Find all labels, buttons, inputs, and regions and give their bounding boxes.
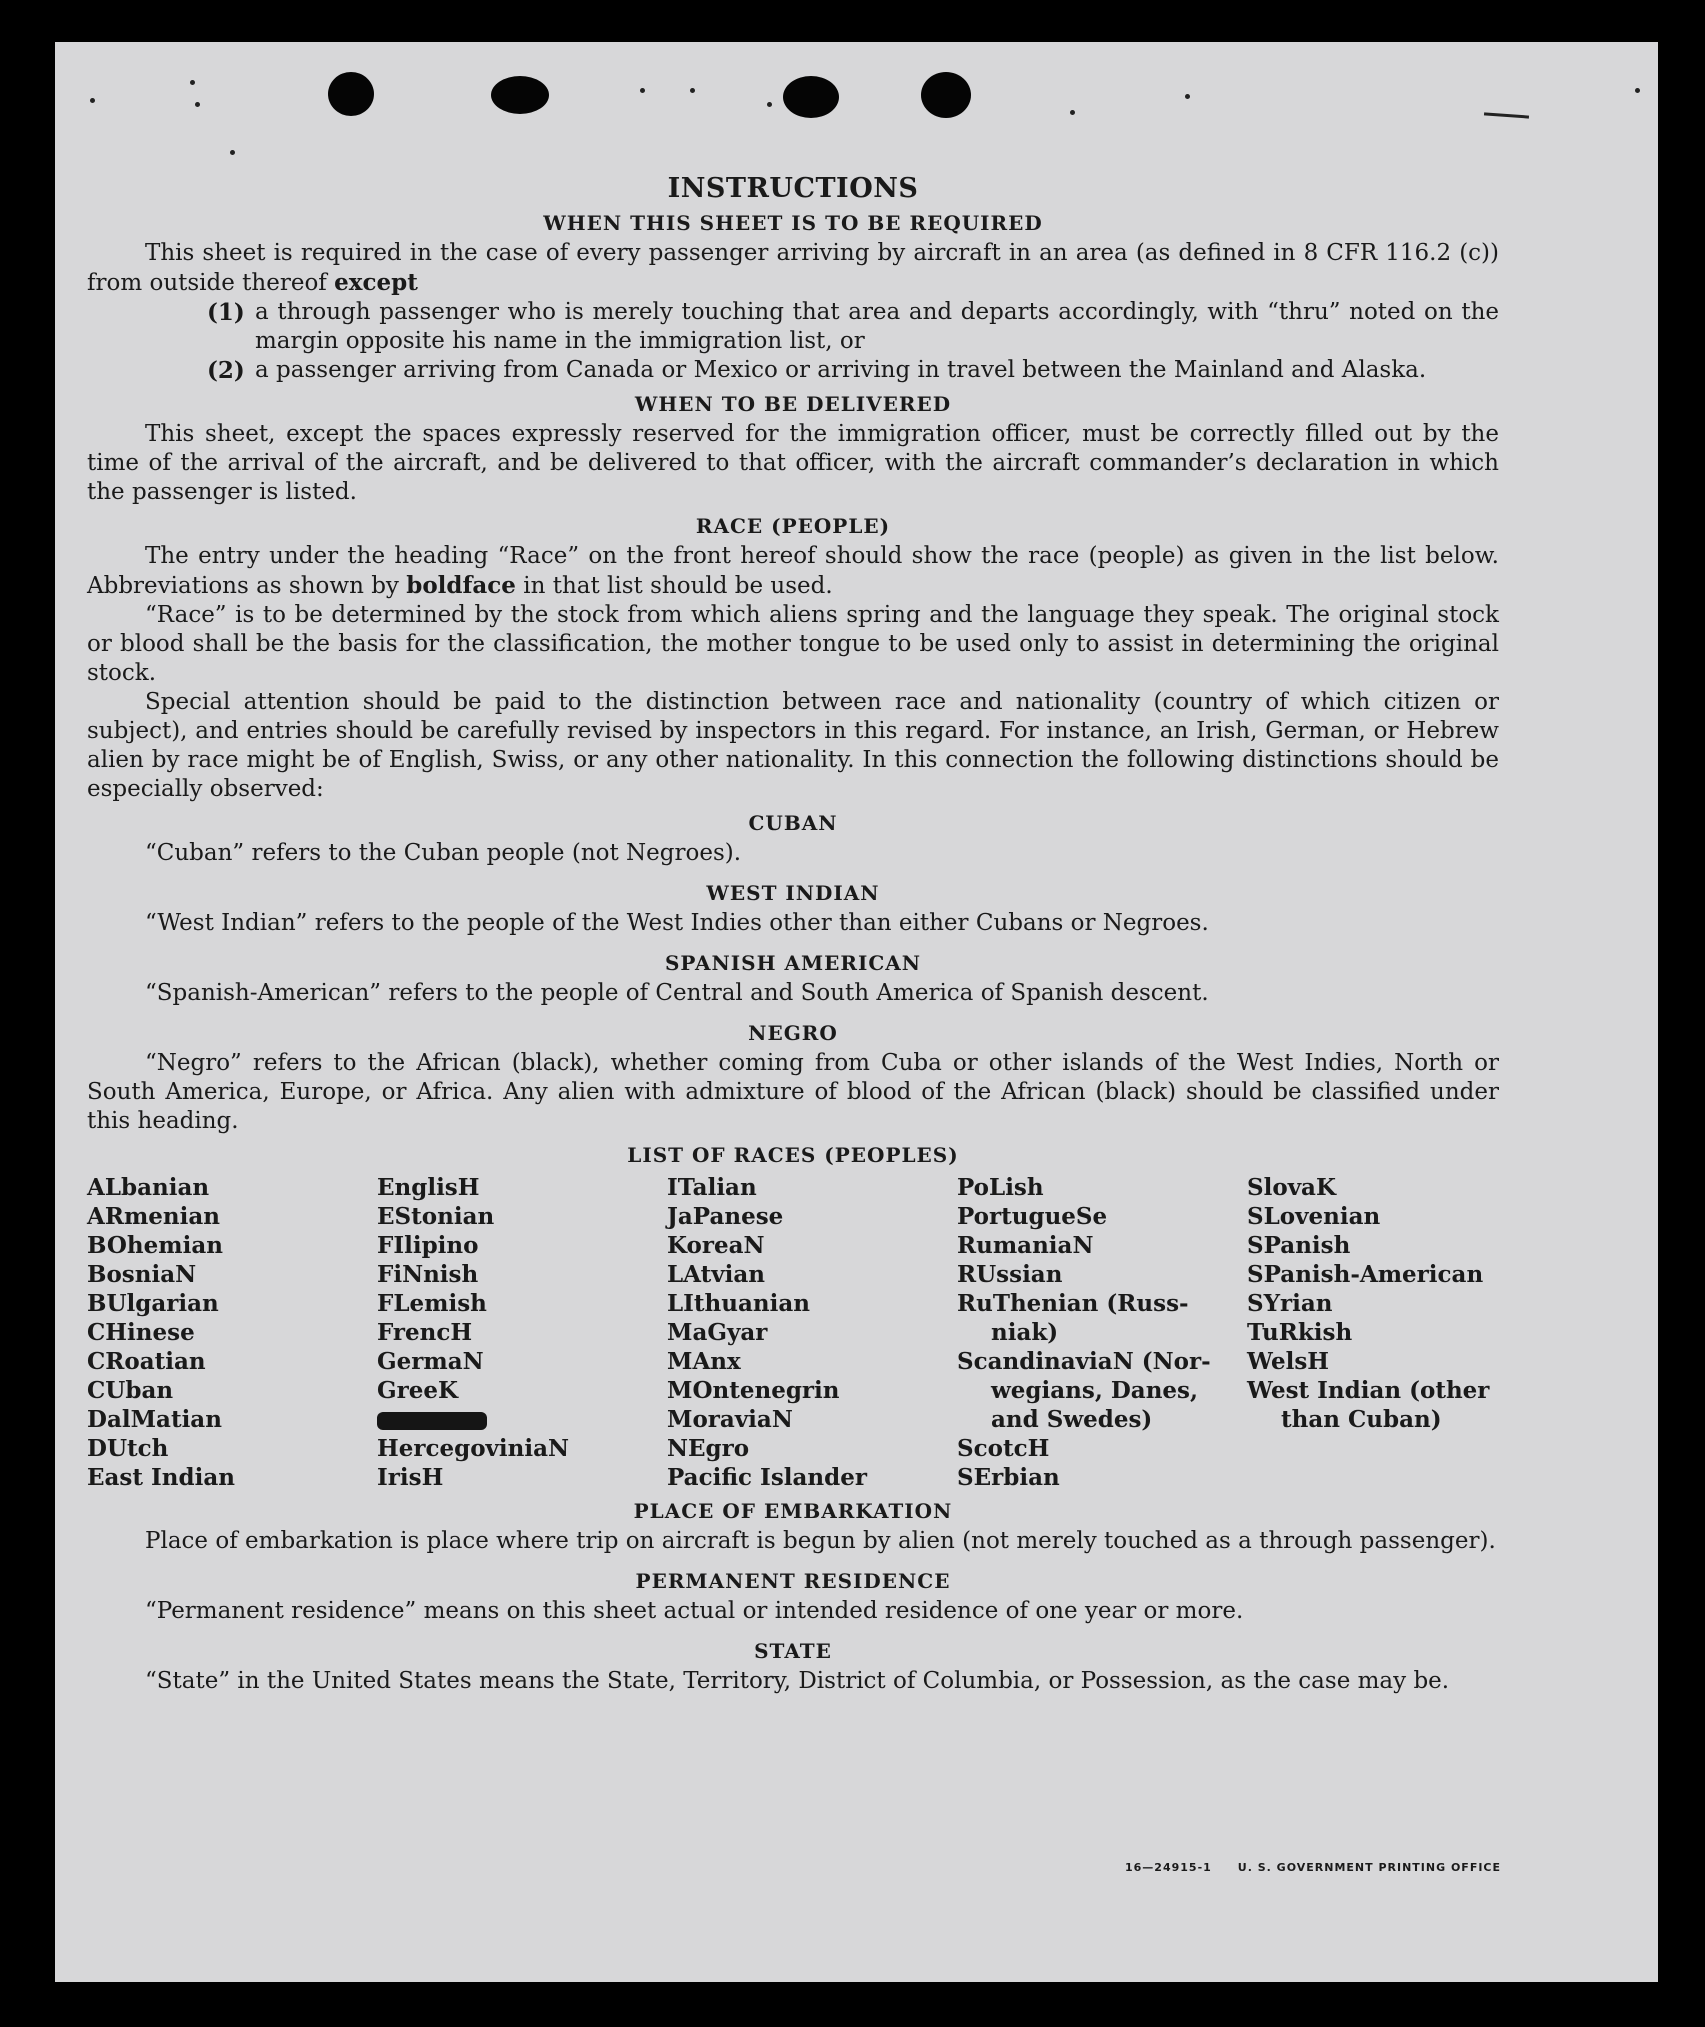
speck [90, 98, 95, 103]
race-item: IrisH [377, 1464, 444, 1491]
race-item: FrencH [377, 1319, 473, 1346]
race-item: BUlgarian [87, 1290, 219, 1317]
punch-hole [783, 76, 839, 118]
race-item: SYrian [1247, 1290, 1333, 1317]
race-item: SPanish-American [1247, 1261, 1484, 1288]
list-item: (1) a through passenger who is merely touching that area and departs accordingly, with “thru” noted on the margin opposite his name in the immigration list, or [207, 299, 1499, 354]
heading-required: WHEN THIS SHEET IS TO BE REQUIRED [543, 211, 1043, 235]
heading-west-indian: WEST INDIAN [706, 881, 880, 905]
race-item: RuThenian (Russ- [957, 1290, 1189, 1317]
race-item: GermaN [377, 1348, 484, 1375]
race-column-2 [377, 1173, 667, 1492]
race-column-4 [957, 1173, 1247, 1492]
heading-negro: NEGRO [748, 1021, 838, 1045]
west-indian-text: “West Indian” refers to the people of the West Indies other than either Cubans or Negroes. [145, 910, 1209, 936]
heading-residence: PERMANENT RESIDENCE [635, 1569, 951, 1593]
speck [195, 102, 200, 107]
race-item: LAtvian [667, 1261, 765, 1288]
race-paragraph-1: The entry under the heading “Race” on the front hereof should show the race (people) as given in the list below. Abbreviations as shown by boldface in that list should be used. [87, 543, 1499, 599]
race-item: SErbian [957, 1464, 1060, 1491]
cuban-text: “Cuban” refers to the Cuban people (not Negroes). [145, 840, 742, 866]
heading-list-of-races: LIST OF RACES (PEOPLES) [627, 1143, 959, 1167]
residence-text: “Permanent residence” means on this sheet actual or intended residence of one year or more. [145, 1598, 1244, 1624]
race-item: DalMatian [87, 1406, 222, 1433]
race-item: MOntenegrin [667, 1377, 840, 1404]
race-item: JaPanese [667, 1203, 784, 1230]
race-item: BOhemian [87, 1232, 223, 1259]
delivered-text: This sheet, except the spaces expressly reserved for the immigration officer, must be correctly filled out by the time of the arrival of the aircraft, and be delivered to that officer, with the aircraft commander’s declaration in which the passenger is listed. [87, 421, 1499, 505]
race-item: RumaniaN [957, 1232, 1094, 1259]
heading-embarkation: PLACE OF EMBARKATION [633, 1499, 953, 1523]
race-item-continuation: wegians, Danes, [991, 1377, 1198, 1404]
race-item: PoLish [957, 1174, 1044, 1201]
race-item: GreeK [377, 1377, 459, 1404]
punch-hole [921, 72, 971, 118]
heading-race: RACE (PEOPLE) [695, 514, 891, 538]
printer-imprint [1125, 1861, 1501, 1874]
race-item: NEgro [667, 1435, 750, 1462]
race-item: HercegoviniaN [377, 1435, 570, 1462]
race-item: SPanish [1247, 1232, 1351, 1259]
race-item: ScandinaviaN (Nor- [957, 1348, 1211, 1375]
race-item: MAnx [667, 1348, 741, 1375]
race-item: ITalian [667, 1174, 757, 1201]
required-intro: This sheet is required in the case of every passenger arriving by aircraft in an area (as defined in 8 CFR 116.2 (c)) from outside thereof except [87, 240, 1499, 296]
race-item: Pacific Islander [667, 1464, 867, 1491]
embarkation-text: Place of embarkation is place where trip on aircraft is begun by alien (not merely touched as a through passenger). [145, 1528, 1496, 1554]
document-sheet [55, 42, 1658, 1982]
ink-dash [1484, 112, 1529, 118]
race-item-redacted [377, 1405, 667, 1434]
race-item: MaGyar [667, 1319, 768, 1346]
heading-cuban: CUBAN [748, 811, 838, 835]
speck [640, 88, 645, 93]
printer-name: U. S. GOVERNMENT PRINTING OFFICE [1237, 1861, 1502, 1874]
race-item: ALbanian [87, 1174, 210, 1201]
race-item: ScotcH [957, 1435, 1050, 1462]
race-item: CRoatian [87, 1348, 206, 1375]
race-item: FLemish [377, 1290, 487, 1317]
race-item-continuation: niak) [991, 1319, 1059, 1346]
speck [767, 102, 772, 107]
heading-spanish-american: SPANISH AMERICAN [664, 951, 922, 975]
race-paragraph-2: “Race” is to be determined by the stock from which aliens spring and the language they speak. The original stock or blood shall be the basis for the classification, the mother tongue to be used only to assist in determining the original stock. [87, 602, 1499, 686]
race-item: SlovaK [1247, 1174, 1336, 1201]
form-code: 16—24915-1 [1125, 1861, 1212, 1874]
race-item: FIlipino [377, 1232, 479, 1259]
speck [230, 150, 235, 155]
spanish-american-text: “Spanish-American” refers to the people of Central and South America of Spanish descent. [145, 980, 1209, 1006]
state-text: “State” in the United States means the State, Territory, District of Columbia, or Possession, as the case may be. [145, 1668, 1450, 1694]
speck [1070, 110, 1075, 115]
race-column-1 [87, 1173, 377, 1492]
instructions-body [87, 172, 1499, 1696]
race-item-continuation: than Cuban) [1281, 1406, 1442, 1433]
heading-delivered: WHEN TO BE DELIVERED [634, 392, 952, 416]
race-item: SLovenian [1247, 1203, 1381, 1230]
list-item: (2) a passenger arriving from Canada or Mexico or arriving in travel between the Mainland and Alaska. [207, 357, 1427, 384]
race-item: KoreaN [667, 1232, 765, 1259]
negro-text: “Negro” refers to the African (black), whether coming from Cuba or other islands of the West Indies, North or South America, Europe, or Africa. Any alien with admixture of blood of the African (black) should be classified under this heading. [87, 1050, 1499, 1134]
redaction-mark [377, 1412, 487, 1430]
race-item: MoraviaN [667, 1406, 793, 1433]
speck [1635, 88, 1640, 93]
race-column-5 [1247, 1173, 1537, 1492]
race-item: EStonian [377, 1203, 495, 1230]
page-title: INSTRUCTIONS [667, 173, 919, 204]
race-item: LIthuanian [667, 1290, 810, 1317]
race-item: West Indian (other [1247, 1377, 1490, 1404]
race-item: WelsH [1247, 1348, 1330, 1375]
punch-hole [328, 72, 374, 116]
race-item: BosniaN [87, 1261, 197, 1288]
race-item: TuRkish [1247, 1319, 1353, 1346]
race-item: CHinese [87, 1319, 195, 1346]
speck [190, 80, 195, 85]
race-paragraph-3: Special attention should be paid to the distinction between race and nationality (country of which citizen or subject), and entries should be carefully revised by inspectors in this regard. For instance, an Irish, German, or Hebrew alien by race might be of English, Swiss, or any other nationality. In this connection the following distinctions should be especially observed: [87, 689, 1499, 802]
race-item: RUssian [957, 1261, 1063, 1288]
race-column-3 [667, 1173, 957, 1492]
speck [1185, 94, 1190, 99]
race-item: FiNnish [377, 1261, 479, 1288]
race-item: EnglisH [377, 1174, 480, 1201]
race-item: CUban [87, 1377, 174, 1404]
races-list [87, 1173, 1499, 1492]
speck [690, 88, 695, 93]
heading-state: STATE [754, 1639, 832, 1663]
race-item: PortugueSe [957, 1203, 1108, 1230]
race-item: DUtch [87, 1435, 169, 1462]
race-item: ARmenian [87, 1203, 221, 1230]
punch-hole [491, 76, 549, 114]
race-item-continuation: and Swedes) [991, 1406, 1153, 1433]
race-item: East Indian [87, 1464, 235, 1491]
